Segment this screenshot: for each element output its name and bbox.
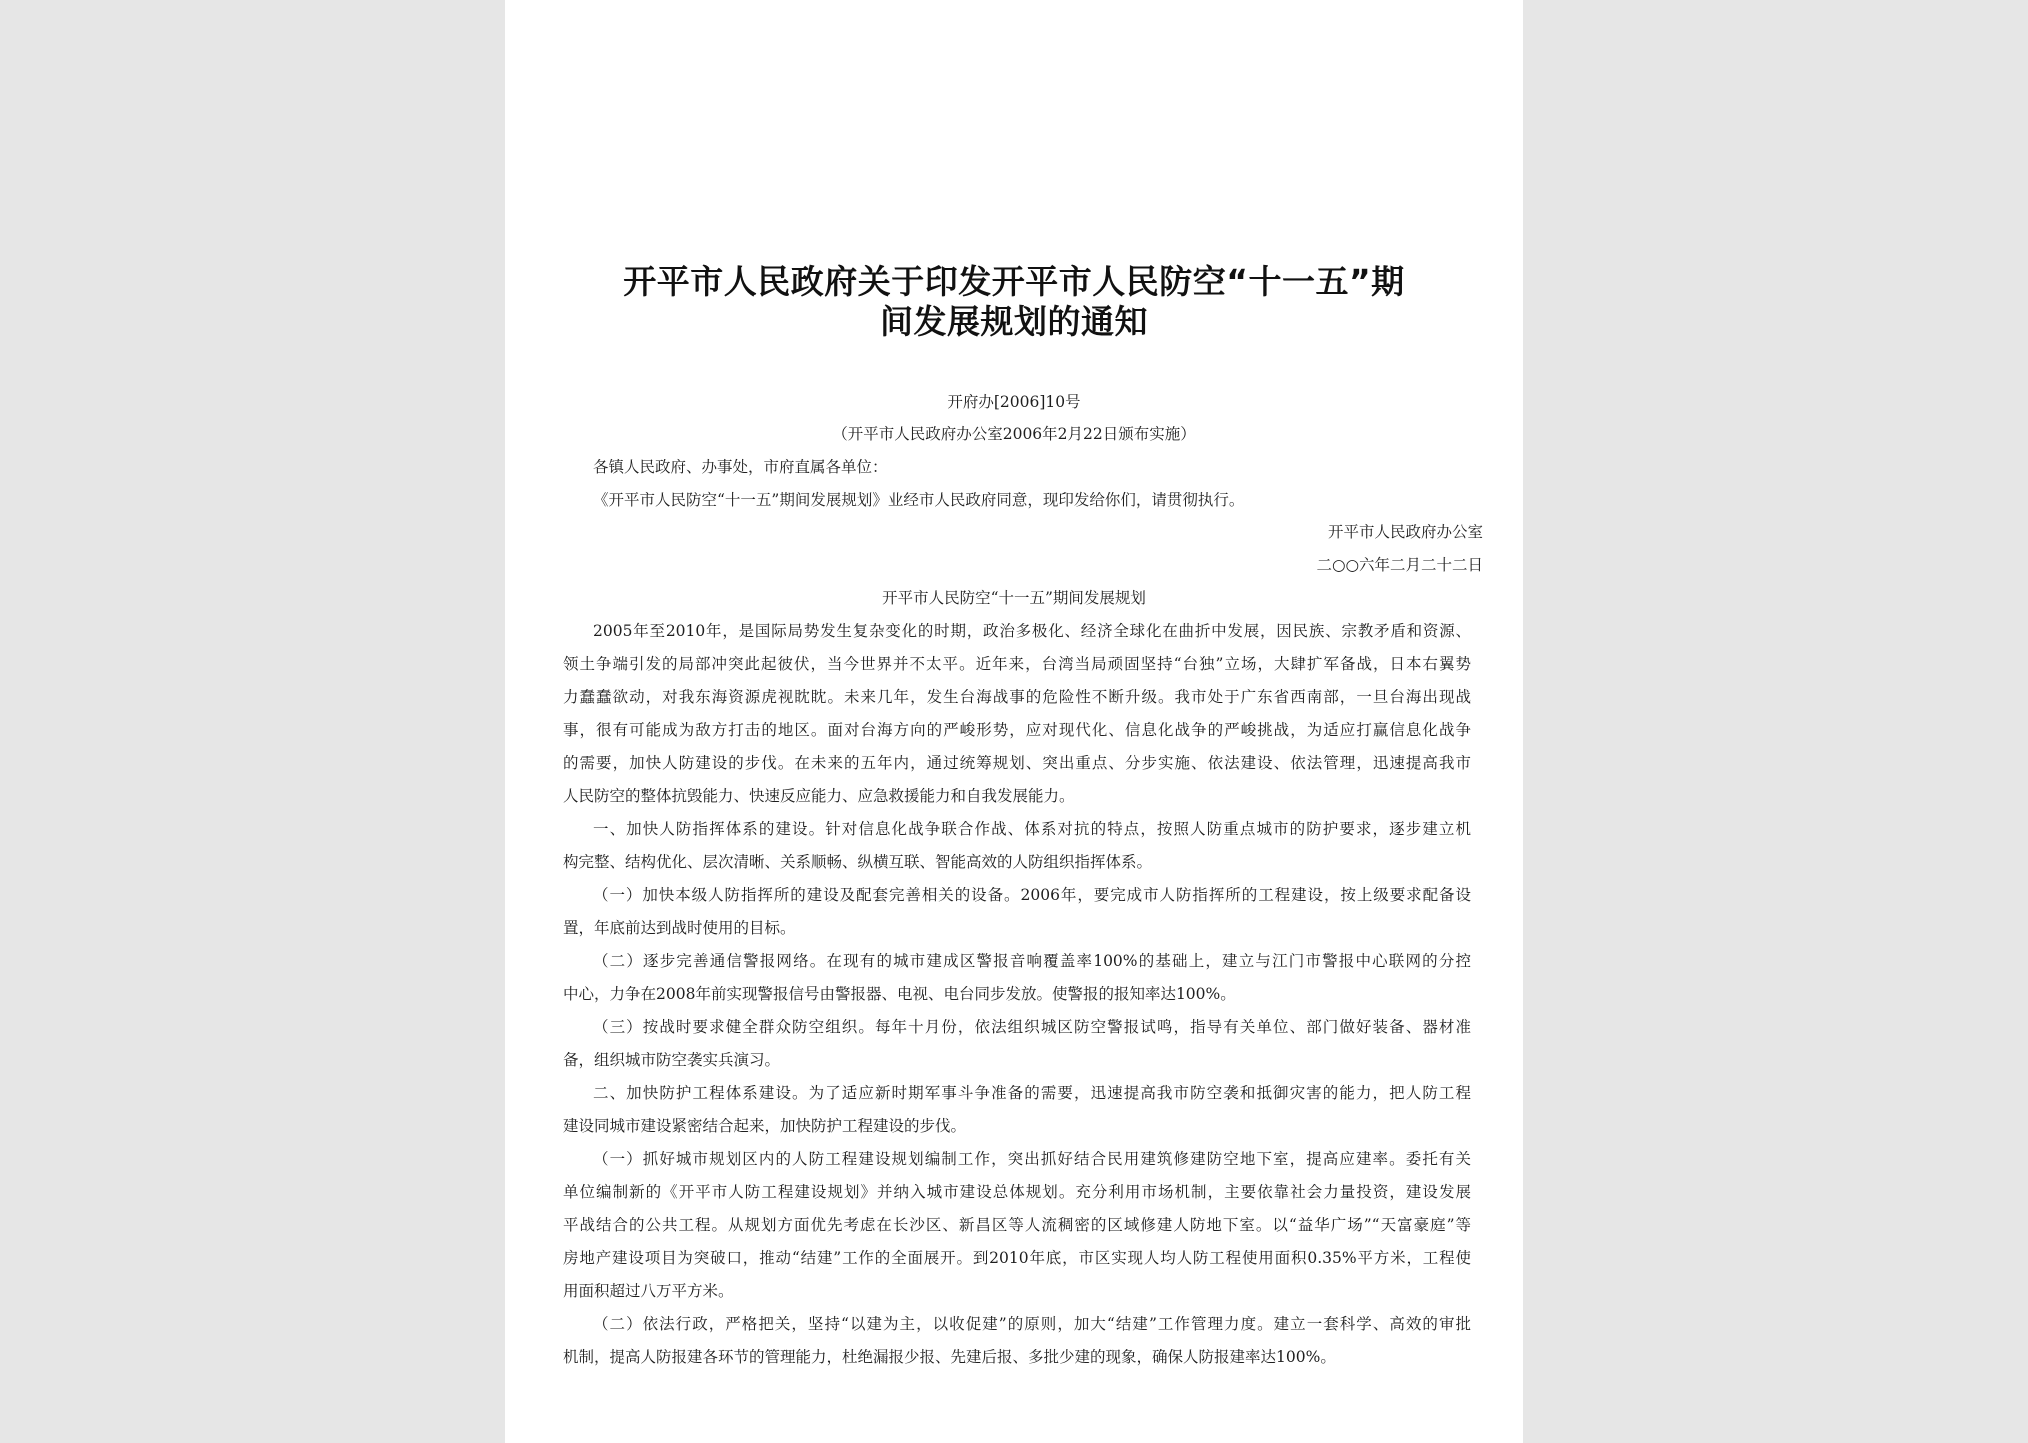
- issue-note: （开平市人民政府办公室2006年2月22日颁布实施）: [832, 425, 1196, 443]
- body-line: 2005年至2010年，是国际局势发生复杂变化的时期，政治多极化、经济全球化在曲折中发展，因民族、宗教矛盾和资源、: [593, 622, 1471, 640]
- body-line: （二）依法行政，严格把关，坚持“以建为主，以收促建”的原则，加大“结建”工作管理力度。建立一套科学、高效的审批: [593, 1315, 1471, 1333]
- body-line: 单位编制新的《开平市人防工程建设规划》并纳入城市建设总体规划。充分利用市场机制，主要依靠社会力量投资，建设发展: [563, 1183, 1471, 1201]
- body-line: 用面积超过八万平方米。: [563, 1282, 734, 1300]
- plan-title: 开平市人民防空“十一五”期间发展规划: [882, 589, 1146, 607]
- document-page: [505, 0, 1523, 1443]
- body-line: （一）加快本级人防指挥所的建设及配套完善相关的设备。2006年，要完成市人防指挥所的工程建设，按上级要求配备设: [593, 886, 1471, 904]
- title-line-1: 开平市人民政府关于印发开平市人民防空“十一五”期: [623, 262, 1405, 301]
- body-line: （三）按战时要求健全群众防空组织。每年十月份，依法组织城区防空警报试鸣，指导有关单位、部门做好装备、器材准: [593, 1018, 1471, 1036]
- signature-org: 开平市人民政府办公室: [1327, 523, 1483, 541]
- body-line: 建设同城市建设紧密结合起来，加快防护工程建设的步伐。: [563, 1117, 967, 1135]
- body-line: 备，组织城市防空袭实兵演习。: [563, 1051, 781, 1069]
- title-line-2: 间发展规划的通知: [880, 302, 1148, 341]
- body-line: 的需要，加快人防建设的步伐。在未来的五年内，通过统筹规划、突出重点、分步实施、依法建设、依法管理，迅速提高我市: [563, 754, 1471, 772]
- body-line: （二）逐步完善通信警报网络。在现有的城市建成区警报音响覆盖率100%的基础上，建立与江门市警报中心联网的分控: [593, 952, 1471, 970]
- document-title: [565, 262, 1463, 342]
- intro-paragraph: 《开平市人民防空“十一五”期间发展规划》业经市人民政府同意，现印发给你们，请贯彻执行。: [593, 491, 1245, 509]
- body-line: 置，年底前达到战时使用的目标。: [563, 919, 796, 937]
- body-line: 一、加快人防指挥体系的建设。针对信息化战争联合作战、体系对抗的特点，按照人防重点城市的防护要求，逐步建立机: [593, 820, 1471, 838]
- doc-number: 开府办[2006]10号: [947, 393, 1081, 411]
- body-line: 平战结合的公共工程。从规划方面优先考虑在长沙区、新昌区等人流稠密的区域修建人防地下室。以“益华广场”“天富豪庭”等: [563, 1216, 1471, 1234]
- body-line: 事，很有可能成为敌方打击的地区。面对台海方向的严峻形势，应对现代化、信息化战争的严峻挑战，为适应打赢信息化战争: [563, 721, 1471, 739]
- body-line: 机制，提高人防报建各环节的管理能力，杜绝漏报少报、先建后报、多批少建的现象，确保人防报建率达100%。: [563, 1348, 1336, 1366]
- body-line: 领土争端引发的局部冲突此起彼伏，当今世界并不太平。近年来，台湾当局顽固坚持“台独”立场，大肆扩军备战，日本右翼势: [563, 655, 1471, 673]
- body-line: 房地产建设项目为突破口，推动“结建”工作的全面展开。到2010年底，市区实现人均人防工程使用面积0.35%平方米，工程使: [563, 1249, 1471, 1267]
- body-line: 构完整、结构优化、层次清晰、关系顺畅、纵横互联、智能高效的人防组织指挥体系。: [563, 853, 1153, 871]
- body-line: （一）抓好城市规划区内的人防工程建设规划编制工作，突出抓好结合民用建筑修建防空地下室，提高应建率。委托有关: [593, 1150, 1471, 1168]
- body-line: 二、加快防护工程体系建设。为了适应新时期军事斗争准备的需要，迅速提高我市防空袭和抵御灾害的能力，把人防工程: [593, 1084, 1471, 1102]
- body-line: 人民防空的整体抗毁能力、快速反应能力、应急救援能力和自我发展能力。: [563, 787, 1075, 805]
- body-line: 力蠢蠢欲动，对我东海资源虎视眈眈。未来几年，发生台海战事的危险性不断升级。我市处于广东省西南部，一旦台海出现战: [563, 688, 1471, 706]
- body-line: 中心，力争在2008年前实现警报信号由警报器、电视、电台同步发放。使警报的报知率达100%。: [563, 985, 1236, 1003]
- recipients: 各镇人民政府、办事处，市府直属各单位：: [593, 458, 888, 476]
- signature-date: 二○○六年二月二十二日: [1316, 556, 1483, 574]
